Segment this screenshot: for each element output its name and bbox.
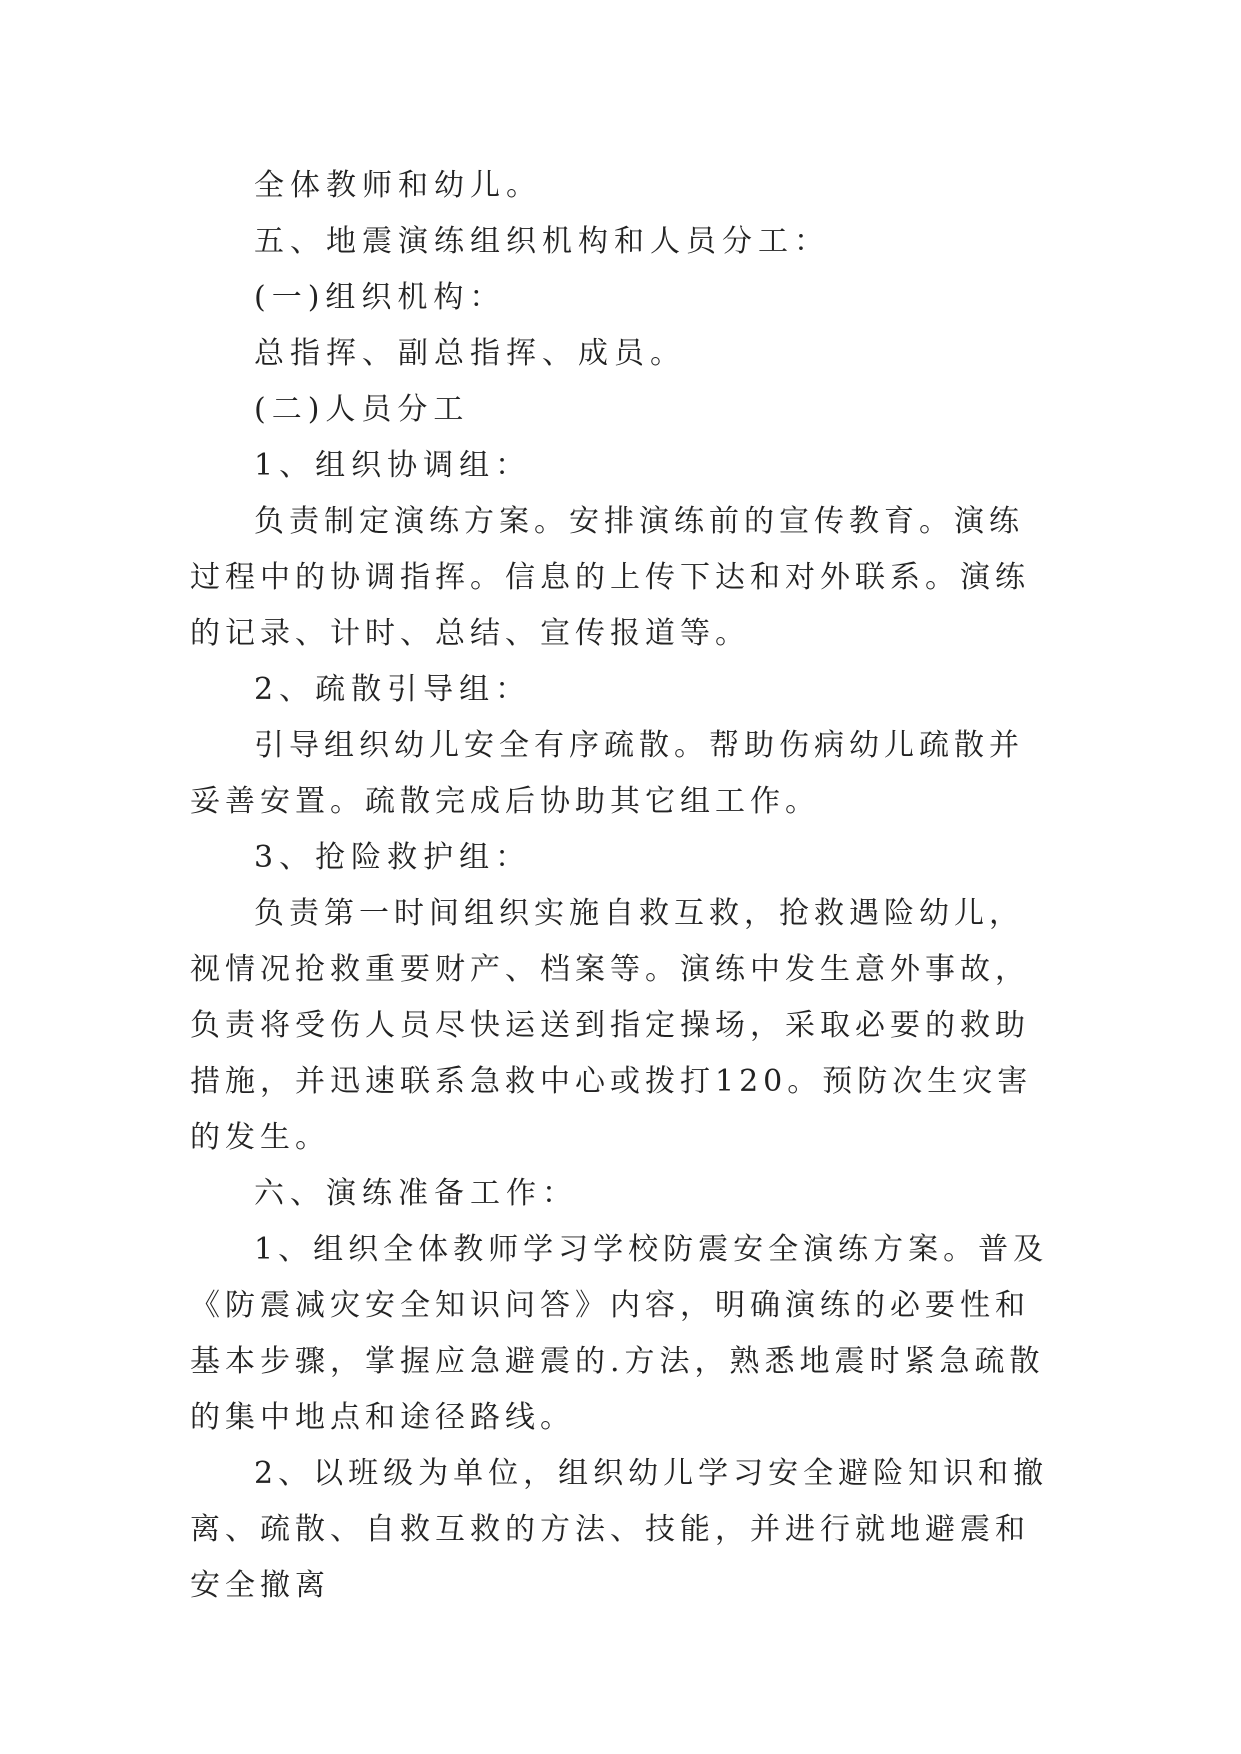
group-heading-rescue: 3、抢险救护组： — [254, 840, 532, 875]
subheading-division: (二)人员分工 — [254, 392, 470, 427]
section-heading-five: 五、地震演练组织机构和人员分工： — [254, 224, 830, 259]
paragraph-coordination: 负责制定演练方案。安排演练前的宣传教育。演练过程中的协调指挥。信息的上传下达和对外联系。演练的记录、计时、总结、宣传报道等。 — [190, 504, 1030, 651]
subheading-organization: (一)组织机构： — [254, 280, 506, 315]
document-body — [190, 158, 1050, 1614]
paragraph-evacuation: 引导组织幼儿安全有序疏散。帮助伤病幼儿疏散并妥善安置。疏散完成后协助其它组工作。 — [190, 728, 1024, 819]
group-heading-coordination: 1、组织协调组： — [254, 448, 532, 483]
paragraph-roles: 总指挥、副总指挥、成员。 — [254, 336, 686, 371]
group-heading-evacuation: 2、疏散引导组： — [254, 672, 532, 707]
paragraph-preparation-2: 2、以班级为单位，组织幼儿学习安全避险知识和撤离、疏散、自救互救的方法、技能，并进行就地避震和安全撤离 — [190, 1456, 1049, 1603]
paragraph-rescue: 负责第一时间组织实施自救互救，抢救遇险幼儿，视情况抢救重要财产、档案等。演练中发生意外事故，负责将受伤人员尽快运送到指定操场，采取必要的救助措施，并迅速联系急救中心或拨打120。预防次生灾害的发生。 — [190, 896, 1033, 1155]
paragraph-preparation-1: 1、组织全体教师学习学校防震安全演练方案。普及《防震减灾安全知识问答》内容，明确演练的必要性和基本步骤，掌握应急避震的.方法，熟悉地震时紧急疏散的集中地点和途径路线。 — [190, 1232, 1049, 1435]
paragraph-1: 全体教师和幼儿。 — [254, 168, 542, 203]
section-heading-six: 六、演练准备工作： — [254, 1176, 578, 1211]
